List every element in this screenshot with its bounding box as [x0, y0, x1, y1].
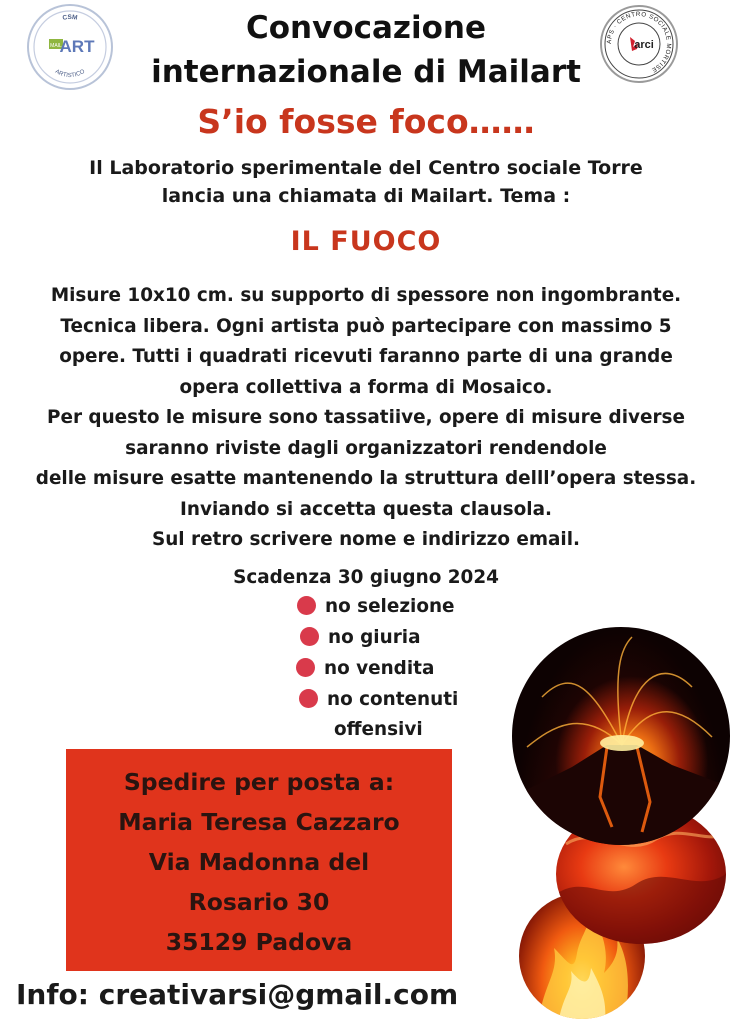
bullet-dot-icon	[299, 689, 318, 708]
list-item	[296, 656, 526, 687]
bullet-dot-icon	[296, 658, 315, 677]
mailing-address-box	[66, 749, 452, 971]
logo-left-ring-bottom-text: ARTISTICO	[53, 68, 87, 80]
list-item	[297, 594, 527, 625]
title-line-1: Convocazione	[246, 10, 486, 46]
list-item-label: no contenuti	[327, 689, 459, 710]
logo-left-small-text: MAIL	[50, 43, 62, 49]
list-item-label: no vendita	[324, 658, 435, 679]
rules-line: Tecnica libera. Ogni artista può partecipare con massimo 5	[60, 315, 672, 337]
volcano-photo	[512, 627, 730, 845]
page-subtitle: S’io fosse foco……	[197, 102, 535, 141]
logo-left-big-text: ART	[59, 37, 95, 56]
list-item-label: no selezione	[325, 596, 455, 617]
svg-text:ARTISTICO	[54, 69, 86, 79]
address-line: 35129 Padova	[165, 928, 353, 956]
mailart-laboratory-logo	[27, 4, 113, 90]
bullet-dot-icon	[297, 596, 316, 615]
conditions-list	[292, 594, 522, 718]
list-item	[300, 625, 530, 656]
address-line: Spedire per posta a:	[123, 768, 395, 796]
intro-line-2: lancia una chiamata di Mailart. Tema :	[161, 185, 571, 207]
volcano-graphic	[512, 627, 730, 845]
intro-line-1: Il Laboratorio sperimentale del Centro sociale Torre	[89, 157, 643, 179]
intro-text	[20, 154, 712, 210]
address-line: Rosario 30	[188, 888, 330, 916]
rules-line: opere. Tutti i quadrati ricevuti faranno parte di una grande	[59, 346, 673, 367]
page-title	[110, 6, 622, 94]
list-item-continuation: offensivi	[334, 719, 423, 740]
rules-line: saranno riviste dagli organizzatori rendendole	[125, 437, 607, 459]
address-line: Via Madonna del	[148, 848, 370, 876]
rules-line: delle misure esatte mantenendo la struttura delll’opera stessa.	[35, 468, 697, 489]
address-line: Maria Teresa Cazzaro	[118, 808, 400, 836]
logo-right-big-text: arci	[634, 39, 654, 51]
logo-left-ring-top-text: CSM	[61, 13, 78, 22]
title-line-2: internazionale di Mailart	[151, 54, 581, 90]
rules-line: Per questo le misure sono tassatiive, opere di misure diverse	[47, 407, 685, 428]
mailart-logo-graphic	[29, 6, 111, 88]
rules-line: opera collettiva a forma di Mosaico.	[179, 376, 553, 398]
rules-line: Misure 10x10 cm. su supporto di spessore non ingombrante.	[50, 285, 682, 306]
logo-right-ring-text: APS · CENTRO SOCIALE MORTISE	[605, 10, 673, 74]
list-item	[299, 687, 529, 718]
contact-email: Info: creativarsi@gmail.com	[16, 978, 459, 1011]
list-item-label: no giuria	[328, 627, 421, 648]
rules-line: Sul retro scrivere nome e indirizzo email.	[151, 529, 581, 550]
theme-heading: IL FUOCO	[290, 226, 442, 257]
rules-line: Inviando si accetta questa clausola.	[180, 498, 552, 520]
svg-text:CSM	[62, 14, 78, 22]
bullet-dot-icon	[300, 627, 319, 646]
deadline-text: Scadenza 30 giugno 2024	[233, 567, 499, 588]
rules-text	[4, 281, 728, 556]
